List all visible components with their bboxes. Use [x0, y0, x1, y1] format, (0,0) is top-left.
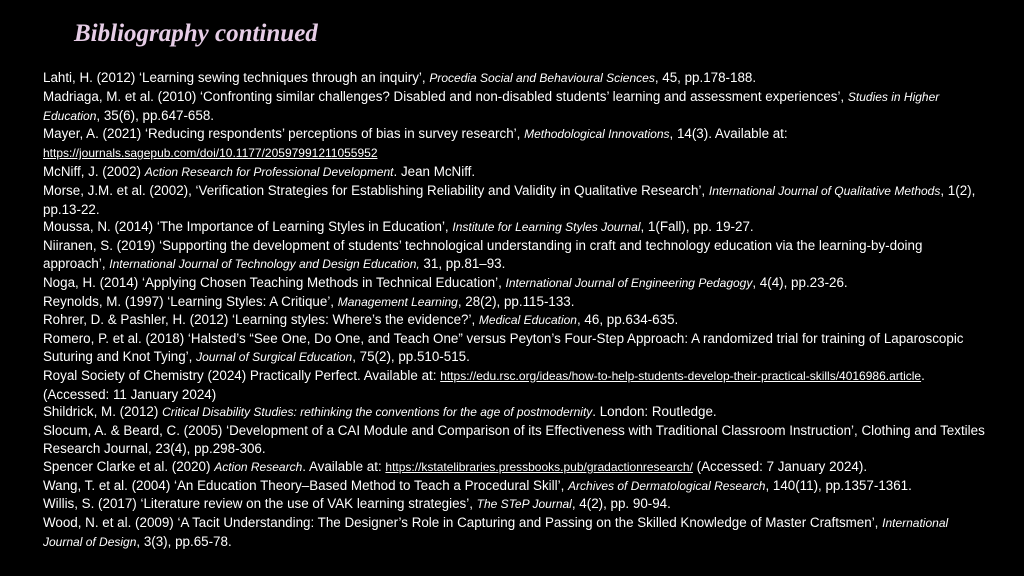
reference-text: Wang, T. et al. (2004) ‘An Education Theory–Based Method to Teach a Procedural Skill’, [43, 477, 569, 493]
reference-source: Critical Disability Studies: rethinking the conventions for the age of postmodernity [162, 405, 593, 420]
reference-text: Lahti, H. (2012) ‘Learning sewing techniques through an inquiry’, [43, 70, 430, 85]
reference-link[interactable]: https://kstatelibraries.pressbooks.pub/gradactionresearch/ [385, 459, 693, 474]
reference-text: Spencer Clarke et al. (2020) [43, 458, 215, 474]
reference-link[interactable]: https://edu.rsc.org/ideas/how-to-help-students-develop-their-practical-skills/4016986.article [440, 368, 922, 383]
reference-item [43, 218, 988, 237]
reference-details: , 4(4), pp.23-26. [752, 274, 848, 290]
reference-source: Management Learning [337, 294, 458, 309]
reference-source: International Journal of Qualitative Methods [708, 183, 941, 198]
reference-item [43, 88, 988, 126]
reference-text: Shildrick, M. (2012) [43, 404, 163, 420]
reference-details: , 4(2), pp. 90-94. [571, 496, 671, 512]
reference-source: Studies in Higher Education [43, 89, 940, 123]
reference-item [43, 125, 988, 163]
reference-item [43, 367, 988, 404]
reference-source: Journal of Surgical Education [196, 349, 353, 364]
reference-item [43, 477, 988, 496]
reference-access-note: (Accessed: 7 January 2024). [692, 458, 868, 474]
reference-details: , 75(2), pp.510-515. [352, 348, 470, 364]
reference-access-note: . (Accessed: 11 January 2024) [43, 367, 925, 402]
reference-item [43, 311, 988, 330]
reference-details: , 35(6), pp.647-658. [96, 107, 214, 123]
reference-source: International Journal of Design [43, 516, 949, 549]
reference-item [43, 163, 988, 182]
reference-details: , 3(3), pp.65-78. [136, 533, 232, 549]
reference-text: Wood, N. et al. (2009) ‘A Tacit Understanding: The Designer’s Role in Capturing and Passing on the Skilled Knowledge of Master Craftsmen’, [43, 515, 883, 531]
reference-source: Institute for Learning Styles Journal [452, 220, 641, 235]
reference-text: Niiranen, S. (2019) ‘Supporting the development of students’ technological understanding in craft and technology education via the learning-by-doing approach’, [43, 238, 923, 271]
reference-text: Slocum, A. & Beard, C. (2005) ‘Development of a CAI Module and Comparison of its Effectiveness with Traditional Classroom Instruction’, Clothing and Textiles Research Journal, 23(4), pp.298-306. [43, 423, 985, 456]
reference-source: International Journal of Technology and Design Education, [109, 256, 420, 271]
reference-item [43, 69, 988, 88]
reference-text: Willis, S. (2017) ‘Literature review on the use of VAK learning strategies’, [43, 496, 477, 512]
reference-details: 31, pp.81–93. [419, 255, 506, 271]
reference-item [43, 403, 988, 422]
reference-text: Morse, J.M. et al. (2002), ‘Verification Strategies for Establishing Reliability and Validity in Qualitative Research’, [43, 182, 709, 198]
reference-details: . London: Routledge. [592, 404, 717, 420]
reference-item [43, 182, 988, 219]
reference-source: Procedia Social and Behavioural Sciences [429, 71, 655, 85]
reference-link[interactable]: https://journals.sagepub.com/doi/10.1177/20597991211055952 [43, 146, 378, 161]
reference-text: Reynolds, M. (1997) ‘Learning Styles: A Critique’, [43, 293, 338, 309]
reference-details: , 28(2), pp.115-133. [457, 293, 575, 309]
reference-list [43, 69, 988, 552]
page-title: Bibliography continued [74, 20, 318, 47]
reference-text: Royal Society of Chemistry (2024) Practically Perfect. Available at: [43, 367, 441, 383]
reference-source: The STeP Journal [476, 497, 572, 512]
reference-source: Action Research for Professional Development [144, 164, 394, 179]
reference-details: . Jean McNiff. [393, 163, 476, 179]
reference-text: Rohrer, D. & Pashler, H. (2012) ‘Learning styles: Where’s the evidence?’, [43, 312, 479, 328]
reference-item [43, 514, 988, 552]
reference-source: Methodological Innovations [524, 127, 670, 142]
reference-text: McNiff, J. (2002) [43, 163, 145, 179]
reference-source: Medical Education [478, 313, 577, 328]
reference-item [43, 330, 988, 367]
reference-text: Madriaga, M. et al. (2010) ‘Confronting similar challenges? Disabled and non-disabled students’ learning and assessment experiences’, [43, 88, 848, 104]
reference-details: , 1(Fall), pp. 19-27. [640, 219, 754, 235]
reference-item [43, 495, 988, 514]
reference-source: Action Research [214, 459, 303, 474]
reference-text: Noga, H. (2014) ‘Applying Chosen Teaching Methods in Technical Education’, [43, 274, 506, 290]
reference-details: , 140(11), pp.1357-1361. [765, 477, 912, 493]
reference-text: Mayer, A. (2021) ‘Reducing respondents’ perceptions of bias in survey research’, [43, 126, 525, 142]
reference-text: Moussa, N. (2014) ‘The Importance of Learning Styles in Education’, [43, 219, 453, 235]
reference-details: , 45, pp.178-188. [654, 70, 757, 85]
reference-item [43, 237, 988, 274]
reference-source: International Journal of Engineering Pedagogy [505, 275, 753, 290]
reference-text: Romero, P. et al. (2018) ‘Halsted’s “See One, Do One, and Teach One” versus Peyton’s Four-Step Approach: A randomized trial for training of Laparoscopic Suturing and Knot Tying’, [43, 331, 964, 364]
reference-details: , 46, pp.634-635. [576, 312, 679, 328]
reference-item [43, 422, 988, 458]
reference-details: . Available at: [302, 458, 386, 474]
reference-item [43, 458, 988, 477]
reference-item [43, 293, 988, 312]
reference-source: Archives of Dermatological Research [568, 478, 766, 493]
reference-item [43, 274, 988, 293]
reference-details: , 1(2), pp.13-22. [43, 182, 976, 217]
reference-details: , 14(3). Available at: [669, 126, 788, 142]
